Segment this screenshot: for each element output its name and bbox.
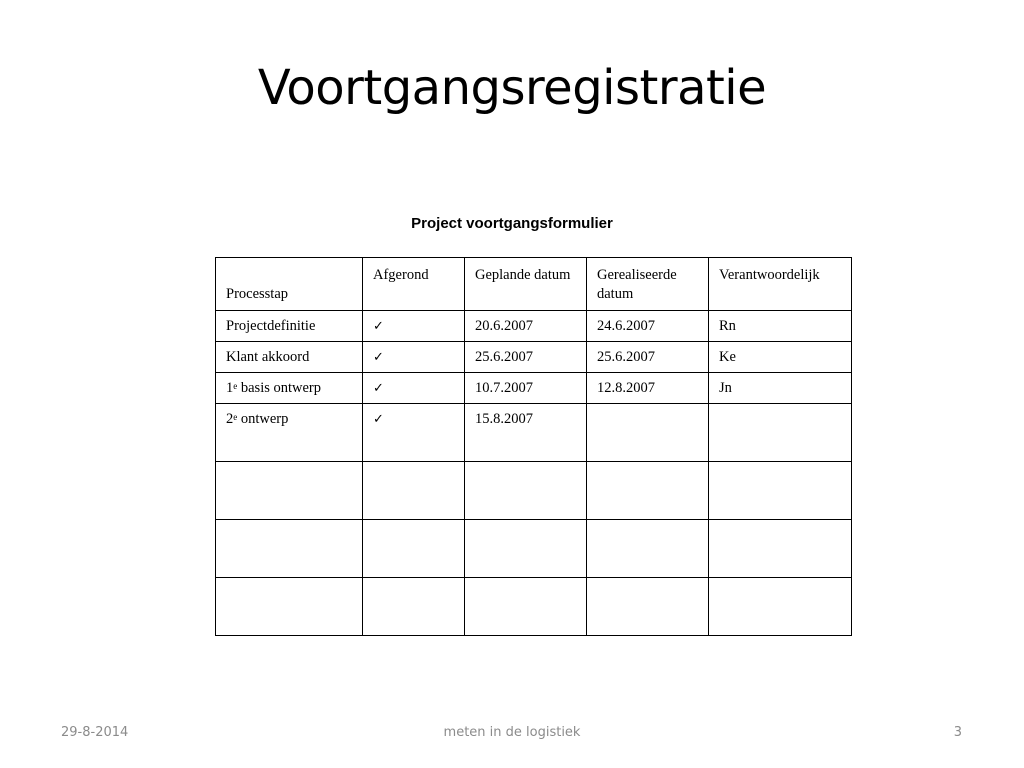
table-header-row: [216, 258, 852, 311]
step-text: ontwerp: [237, 411, 289, 427]
page-number: 3: [953, 725, 962, 740]
cell-processtap: Klant akkoord: [216, 342, 363, 373]
empty-row: [216, 520, 852, 578]
check-icon: ✓: [363, 311, 465, 342]
table-row: [216, 311, 852, 342]
cell-verantwoordelijk: Rn: [709, 311, 852, 342]
header-gerealiseerde-datum: Gerealiseerde datum: [587, 258, 709, 311]
table-row: [216, 404, 852, 462]
cell-verantwoordelijk: Ke: [709, 342, 852, 373]
cell-processtap: [216, 373, 363, 404]
empty-cell: [363, 462, 465, 520]
footer-title: meten in de logistiek: [443, 725, 581, 740]
step-number: 2: [226, 411, 234, 427]
progress-table: [215, 257, 852, 636]
empty-cell: [465, 520, 587, 578]
empty-row: [216, 578, 852, 636]
check-icon: ✓: [363, 404, 465, 462]
table-row: [216, 342, 852, 373]
header-processtap: Processtap: [216, 258, 363, 311]
empty-row: [216, 462, 852, 520]
cell-geplande-datum: 25.6.2007: [465, 342, 587, 373]
empty-cell: [587, 462, 709, 520]
cell-verantwoordelijk: Jn: [709, 373, 852, 404]
cell-geplande-datum: 15.8.2007: [465, 404, 587, 462]
cell-geplande-datum: 20.6.2007: [465, 311, 587, 342]
table-row: [216, 373, 852, 404]
empty-cell: [216, 462, 363, 520]
cell-gerealiseerde-datum: 24.6.2007: [587, 311, 709, 342]
footer-date: 29-8-2014: [61, 725, 129, 740]
cell-processtap: Projectdefinitie: [216, 311, 363, 342]
cell-processtap: [216, 404, 363, 462]
empty-cell: [587, 578, 709, 636]
check-icon: ✓: [363, 342, 465, 373]
step-number: 1: [226, 380, 234, 396]
empty-cell: [216, 578, 363, 636]
empty-cell: [709, 462, 852, 520]
empty-cell: [465, 462, 587, 520]
header-geplande-datum: Geplande datum: [465, 258, 587, 311]
cell-verantwoordelijk: [709, 404, 852, 462]
empty-cell: [587, 520, 709, 578]
header-verantwoordelijk: Verantwoordelijk: [709, 258, 852, 311]
cell-gerealiseerde-datum: 12.8.2007: [587, 373, 709, 404]
cell-geplande-datum: 10.7.2007: [465, 373, 587, 404]
slide-title: Voortgangsregistratie: [257, 60, 767, 116]
empty-cell: [363, 520, 465, 578]
empty-cell: [363, 578, 465, 636]
header-afgerond: Afgerond: [363, 258, 465, 311]
empty-cell: [709, 578, 852, 636]
empty-cell: [216, 520, 363, 578]
empty-cell: [709, 520, 852, 578]
step-ordinal-suffix: e: [233, 412, 238, 422]
step-text: basis ontwerp: [237, 380, 322, 396]
check-icon: ✓: [363, 373, 465, 404]
step-ordinal-suffix: e: [233, 381, 238, 391]
empty-cell: [465, 578, 587, 636]
cell-gerealiseerde-datum: 25.6.2007: [587, 342, 709, 373]
cell-gerealiseerde-datum: [587, 404, 709, 462]
form-title: Project voortgangsformulier: [411, 215, 613, 232]
